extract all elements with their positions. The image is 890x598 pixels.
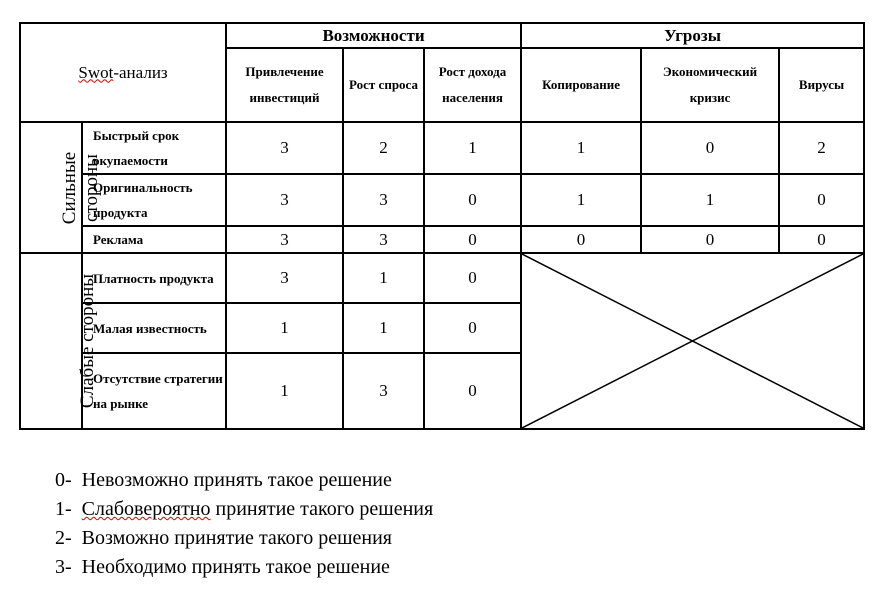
cell: 2 xyxy=(343,122,424,174)
legend-item: 0- Невозможно принять такое решение xyxy=(55,469,392,491)
cell: 0 xyxy=(779,226,864,253)
cell: 3 xyxy=(226,174,343,226)
table-row xyxy=(20,253,864,303)
row-label: Оригинальность продукта xyxy=(82,174,226,226)
cell: 0 xyxy=(424,353,521,429)
empty-crossed-cell xyxy=(521,253,864,429)
legend-item: 2- Возможно принятие такого решения xyxy=(55,527,392,549)
row-label: Платность продукта xyxy=(82,253,226,303)
row-label: Быстрый срок окупаемости xyxy=(82,122,226,174)
column-header: Вирусы xyxy=(779,48,864,122)
row-label: Реклама xyxy=(82,226,226,253)
table-row xyxy=(20,226,864,253)
cell: 3 xyxy=(226,122,343,174)
legend-item: 3- Необходимо принять такое решение xyxy=(55,556,390,578)
cell: 0 xyxy=(424,174,521,226)
strengths-label: Сильные стороны xyxy=(20,122,82,253)
cell: 0 xyxy=(641,226,779,253)
table-row xyxy=(20,174,864,226)
swot-table xyxy=(19,22,865,430)
cross-out-mark xyxy=(522,254,863,428)
legend xyxy=(55,466,433,582)
row-label: Малая известность xyxy=(82,303,226,353)
column-header: Копирование xyxy=(521,48,641,122)
weaknesses-label: Слабые стороны xyxy=(20,253,82,429)
cell: 2 xyxy=(779,122,864,174)
cell: 0 xyxy=(424,253,521,303)
cell: 0 xyxy=(779,174,864,226)
legend-item: 1- Слабовероятно принятие такого решения xyxy=(55,498,434,520)
cell: 3 xyxy=(343,353,424,429)
cell: 1 xyxy=(521,174,641,226)
column-header: Привлечение инвестиций xyxy=(226,48,343,122)
cell: 3 xyxy=(226,226,343,253)
column-header: Рост спроса xyxy=(343,48,424,122)
cell: 1 xyxy=(521,122,641,174)
cell: 3 xyxy=(343,174,424,226)
cell: 0 xyxy=(424,226,521,253)
cell: 1 xyxy=(226,353,343,429)
row-label: Отсутствие стратегии на рынке xyxy=(82,353,226,429)
swot-title: Swot-анализ xyxy=(20,23,226,122)
cell: 1 xyxy=(343,253,424,303)
column-header: Рост дохода населения xyxy=(424,48,521,122)
cell: 0 xyxy=(641,122,779,174)
cell: 1 xyxy=(343,303,424,353)
cell: 1 xyxy=(641,174,779,226)
table-row xyxy=(20,122,864,174)
threats-header: Угрозы xyxy=(521,23,864,48)
cell: 3 xyxy=(226,253,343,303)
cell: 1 xyxy=(226,303,343,353)
cell: 3 xyxy=(343,226,424,253)
cell: 0 xyxy=(424,303,521,353)
cell: 0 xyxy=(521,226,641,253)
opportunities-header: Возможности xyxy=(226,23,521,48)
cell: 1 xyxy=(424,122,521,174)
column-header: Экономический кризис xyxy=(641,48,779,122)
